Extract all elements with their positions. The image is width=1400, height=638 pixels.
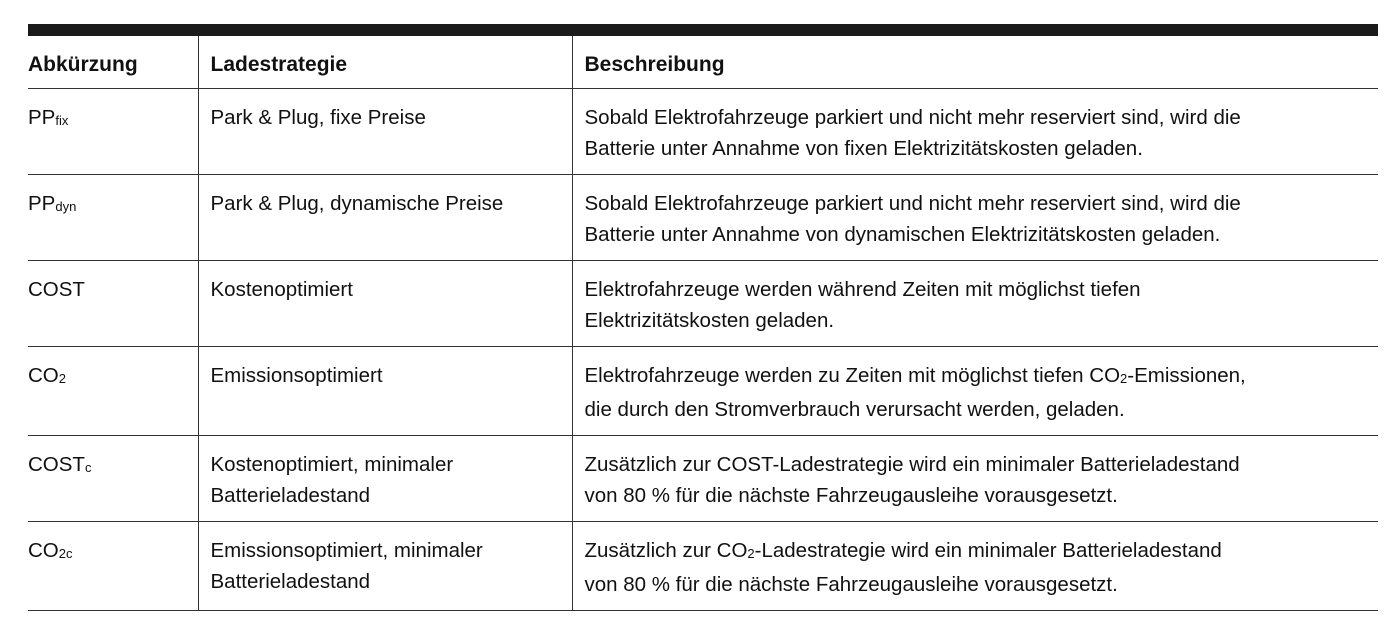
description-line: Elektrizitätskosten geladen. [584, 309, 835, 332]
abbreviation-text: PP [28, 106, 56, 129]
description-cell [572, 347, 1378, 436]
charging-strategy-table [28, 24, 1378, 611]
table-row [28, 261, 1378, 347]
strategy-cell [198, 261, 572, 347]
description-text: Zusätzlich zur COST-Ladestrategie wird ein minimaler Batterieladestand [584, 453, 1240, 476]
table-row [28, 347, 1378, 436]
strategy-cell [198, 522, 572, 611]
header-description: Beschreibung [572, 30, 1378, 89]
strategy-line: Emissionsoptimiert, minimaler [210, 539, 483, 562]
strategy-line: Kostenoptimiert [210, 278, 353, 301]
description-line: Batterie unter Annahme von dynamischen Elektrizitätskosten geladen. [584, 223, 1221, 246]
abbreviation-text: COST [28, 278, 85, 301]
description-text: Elektrofahrzeuge werden während Zeiten mit möglichst tiefen [584, 278, 1141, 301]
abbreviation-subscript: 2c [58, 546, 73, 561]
description-line [585, 274, 1379, 305]
strategy-line: Emissionsoptimiert [210, 364, 383, 387]
abbreviation-cell [28, 89, 198, 175]
header-abbreviation: Abkürzung [28, 30, 198, 89]
description-cell [572, 89, 1378, 175]
strategy-cell [198, 89, 572, 175]
strategy-line: Kostenoptimiert, minimaler [210, 453, 454, 476]
table-row [28, 89, 1378, 175]
abbreviation-text: PP [28, 192, 56, 215]
strategy-cell [198, 347, 572, 436]
description-line [585, 449, 1379, 480]
abbreviation-cell [28, 436, 198, 522]
description-line: von 80 % für die nächste Fahrzeugausleihe vorausgesetzt. [584, 484, 1118, 507]
description-cell [572, 175, 1378, 261]
description-cell [572, 436, 1378, 522]
description-cell [572, 261, 1378, 347]
description-line: Batterie unter Annahme von fixen Elektrizitätskosten geladen. [584, 137, 1143, 160]
abbreviation-cell [28, 347, 198, 436]
description-subscript: 2 [747, 546, 755, 561]
abbreviation-subscript: 2 [58, 371, 66, 386]
table-body [28, 89, 1378, 611]
header-row [28, 30, 1378, 89]
abbreviation-cell [28, 261, 198, 347]
description-line [585, 360, 1379, 394]
description-line [585, 102, 1379, 133]
strategy-cell [198, 436, 572, 522]
strategy-line: Park & Plug, fixe Preise [210, 106, 426, 129]
description-line [585, 188, 1379, 219]
description-text: -Emissionen, [1127, 364, 1246, 387]
table-row [28, 522, 1378, 611]
abbreviation-text: CO [28, 539, 59, 562]
description-cell [572, 522, 1378, 611]
abbreviation-subscript: fix [55, 113, 69, 128]
description-text: Sobald Elektrofahrzeuge parkiert und nicht mehr reserviert sind, wird die [584, 192, 1241, 215]
description-text: Sobald Elektrofahrzeuge parkiert und nicht mehr reserviert sind, wird die [584, 106, 1241, 129]
table-row [28, 175, 1378, 261]
strategy-line: Batterieladestand [210, 484, 371, 507]
abbreviation-text: CO [28, 364, 59, 387]
abbreviation-subscript: dyn [55, 199, 77, 214]
description-line [585, 535, 1379, 569]
table-header [28, 30, 1378, 89]
strategy-line: Park & Plug, dynamische Preise [210, 192, 504, 215]
abbreviation-cell [28, 522, 198, 611]
description-text: Elektrofahrzeuge werden zu Zeiten mit möglichst tiefen CO [584, 364, 1121, 387]
description-line: die durch den Stromverbrauch verursacht werden, geladen. [584, 398, 1125, 421]
description-line: von 80 % für die nächste Fahrzeugausleihe vorausgesetzt. [584, 573, 1118, 596]
header-strategy: Ladestrategie [198, 30, 572, 89]
abbreviation-text: COST [28, 453, 85, 476]
table-row [28, 436, 1378, 522]
description-text: Zusätzlich zur CO [584, 539, 748, 562]
strategy-cell [198, 175, 572, 261]
description-text: -Ladestrategie wird ein minimaler Batterieladestand [754, 539, 1222, 562]
strategy-line: Batterieladestand [210, 570, 371, 593]
description-subscript: 2 [1120, 371, 1128, 386]
abbreviation-cell [28, 175, 198, 261]
abbreviation-subscript: c [84, 460, 92, 475]
